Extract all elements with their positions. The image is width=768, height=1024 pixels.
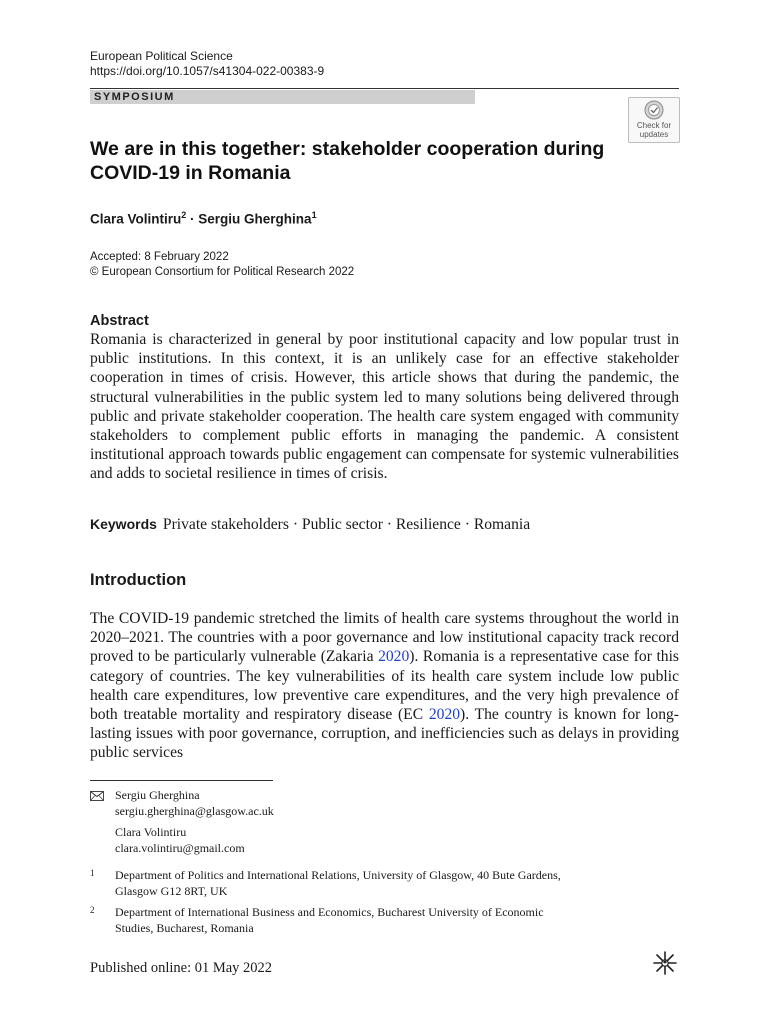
contact-email[interactable]: clara.volintiru@gmail.com — [115, 840, 245, 855]
keywords-heading: Keywords — [90, 516, 157, 532]
journal-header — [90, 49, 324, 79]
article-dates — [90, 250, 354, 280]
contact-email[interactable]: sergiu.gherghina@glasgow.ac.uk — [115, 803, 274, 818]
intro-text-part: ). Romania is a representative case for this category of countries. The key vulnerabilities of its health care system include low public health care expenditures, low preventive care expenditures, and the very high prevalence of both treatable mortality and respiratory disease (EC — [90, 648, 679, 724]
footnote-rule — [90, 780, 273, 781]
author-name[interactable]: Sergiu Gherghina — [198, 211, 312, 227]
affiliation — [115, 905, 655, 936]
affiliation — [115, 868, 655, 899]
springer-horse-icon — [650, 949, 680, 977]
published-date: Published online: 01 May 2022 — [90, 960, 273, 976]
author-name[interactable]: Clara Volintiru — [90, 211, 182, 227]
affiliation-number: 2 — [90, 905, 95, 915]
intro-text-part: ). The country is known for long-lasting issues with poor governance, corruption, and inefficiencies such as delays in providing public services — [90, 706, 680, 762]
article-title: We are in this together: stakeholder cooperation during COVID-19 in Romania — [90, 138, 605, 184]
accepted-date: Accepted: 8 February 2022 — [90, 251, 229, 263]
contact-name: Sergiu Gherghina — [115, 788, 200, 802]
abstract-text: Romania is characterized in general by poor institutional capacity and low popular trust in public institutions. In this context, it is an unlikely case for an effective stakeholder cooperation in times of crisis. However, this article shows that during the pandemic, the structural vulnerabilities in the public system led to many solutions being delivered through public and private stakeholder cooperation. The health care system engaged with community stakeholders to complement public efforts in managing the pandemic. A consistent institutional approach towards public engagement can compensate for systemic vulnerabilities and adds to societal resilience in times of crisis. — [90, 331, 679, 483]
keywords-line — [90, 515, 530, 534]
doi-link[interactable]: https://doi.org/10.1057/s41304-022-00383-9 — [90, 64, 325, 78]
header-rule — [90, 88, 679, 89]
section-label: SYMPOSIUM — [94, 91, 175, 103]
affiliation-line: Glasgow G12 8RT, UK — [115, 883, 228, 898]
affiliation-line: Department of Politics and International Relations, University of Glasgow, 40 Bute Gardens, — [115, 868, 561, 882]
badge-line1: Check for — [636, 121, 672, 130]
keywords-text: Private stakeholders · Public sector · Resilience · Romania — [162, 516, 531, 533]
affiliation-line: Studies, Bucharest, Romania — [115, 920, 254, 935]
contact-name: Clara Volintiru — [115, 825, 187, 839]
introduction-text — [90, 609, 679, 763]
affiliation-line: Department of International Business and Economics, Bucharest University of Economic — [115, 905, 544, 919]
corresponding-author — [115, 788, 274, 819]
check-for-updates-icon — [629, 98, 679, 122]
abstract-heading: Abstract — [90, 313, 149, 329]
author-separator: · — [186, 211, 199, 227]
citation-link[interactable]: 2020 — [378, 648, 410, 666]
intro-text-part: The COVID-19 pandemic stretched the limits of health care systems throughout the world in 2020–2021. The countries with a poor governance and low institutional capacity track record proved to be particularly vulnerable (Zakaria — [90, 610, 679, 666]
introduction-heading: Introduction — [90, 571, 187, 589]
author-affil-sup: 1 — [311, 210, 317, 220]
author-affil-sup: 2 — [181, 210, 187, 220]
badge-line2: updates — [639, 130, 669, 139]
author-list — [90, 207, 317, 228]
check-for-updates-text — [628, 121, 680, 139]
journal-name: European Political Science — [90, 49, 233, 63]
citation-link[interactable]: 2020 — [428, 706, 461, 724]
copyright-line: © European Consortium for Political Research 2022 — [90, 266, 355, 278]
second-author-contact — [115, 825, 245, 856]
envelope-icon — [90, 791, 104, 801]
affiliation-number: 1 — [90, 868, 95, 878]
